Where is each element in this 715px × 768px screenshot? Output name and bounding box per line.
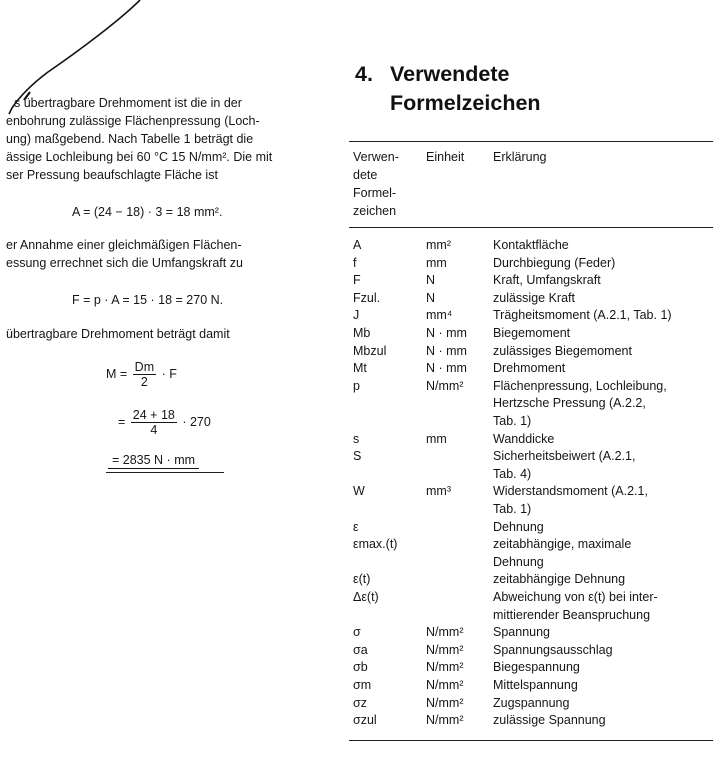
symbol-cell: ε(t) bbox=[353, 572, 371, 587]
symbol-cell: Mt bbox=[353, 361, 367, 376]
symbol-cell: F bbox=[353, 273, 361, 288]
header-symbol-line-3: Formel- bbox=[353, 186, 397, 200]
table-row bbox=[353, 642, 713, 660]
moment-formula-line-2 bbox=[118, 408, 211, 437]
fraction-1-denominator: 2 bbox=[140, 375, 148, 389]
unit-cell: mm⁴ bbox=[426, 308, 453, 323]
moment-result bbox=[108, 453, 199, 467]
section-number: 4. bbox=[355, 62, 373, 86]
table-top-rule bbox=[349, 141, 713, 142]
unit-cell: N bbox=[426, 273, 436, 288]
explanation-cell: Wanddicke bbox=[493, 431, 555, 446]
paragraph-1-line-5: ser Pressung beaufschlagte Fläche ist bbox=[6, 168, 218, 182]
unit-cell: N · mm bbox=[426, 361, 467, 376]
symbol-cell: s bbox=[353, 431, 360, 446]
explanation-cell: Drehmoment bbox=[493, 361, 566, 376]
table-row bbox=[353, 571, 713, 589]
explanation-cell: Abweichung von ε(t) bei inter- bbox=[493, 590, 658, 604]
unit-cell: N/mm² bbox=[426, 695, 464, 710]
symbol-cell: Mb bbox=[353, 326, 371, 340]
explanation-cell: Zugspannung bbox=[493, 695, 570, 710]
table-row bbox=[353, 237, 713, 255]
unit-cell: mm bbox=[426, 431, 447, 446]
unit-cell: mm³ bbox=[426, 484, 451, 499]
unit-cell: mm bbox=[426, 255, 447, 270]
explanation-cell: Biegemoment bbox=[493, 326, 571, 340]
table-row-continuation bbox=[353, 554, 713, 572]
explanation-cell: Hertzsche Pressung (A.2.2, bbox=[493, 396, 646, 411]
explanation-cell: Widerstandsmoment (A.2.1, bbox=[493, 484, 648, 499]
table-row-continuation bbox=[353, 607, 713, 625]
table-row bbox=[353, 483, 713, 501]
explanation-cell: Spannung bbox=[493, 625, 551, 640]
symbol-cell: W bbox=[353, 484, 365, 499]
symbol-cell: f bbox=[353, 255, 357, 270]
explanation-cell: zulässiges Biegemoment bbox=[493, 343, 632, 358]
table-row bbox=[353, 677, 713, 695]
moment-fraction-2 bbox=[131, 408, 177, 437]
explanation-cell: Flächenpressung, Lochleibung, bbox=[493, 378, 667, 393]
explanation-cell: zeitabhängige, maximale bbox=[493, 537, 632, 552]
explanation-cell: zulässige Spannung bbox=[493, 713, 606, 728]
moment-equals-2: = bbox=[118, 414, 126, 429]
explanation-cell: mittierender Beanspruchung bbox=[493, 607, 651, 622]
table-header-rule bbox=[349, 227, 713, 228]
header-symbol-line-4: zeichen bbox=[353, 204, 397, 218]
symbol-cell: σm bbox=[353, 678, 372, 692]
table-row bbox=[353, 360, 713, 378]
moment-tail-2: · 270 bbox=[182, 414, 211, 429]
fraction-1-numerator: Dm bbox=[134, 360, 155, 374]
paragraph-1-line-1: s übertragbare Drehmoment ist die in der bbox=[14, 96, 242, 110]
moment-lhs: M = bbox=[106, 366, 128, 381]
paragraph-1-line-3: ung) maßgebend. Nach Tabelle 1 beträgt die bbox=[6, 132, 254, 146]
symbol-cell: εmax.(t) bbox=[353, 537, 398, 552]
table-row bbox=[353, 272, 713, 290]
formula-area: A = (24 − 18) · 3 = 18 mm². bbox=[72, 205, 223, 219]
moment-result-value: = 2835 N · mm bbox=[108, 453, 199, 469]
table-row bbox=[353, 448, 713, 466]
table-row-continuation bbox=[353, 466, 713, 484]
explanation-cell: Mittelspannung bbox=[493, 678, 578, 692]
explanation-cell: Tab. 4) bbox=[493, 466, 532, 481]
header-symbol-line-1: Verwen- bbox=[353, 150, 399, 164]
table-row bbox=[353, 307, 713, 325]
explanation-cell: Kraft, Umfangskraft bbox=[493, 273, 601, 288]
table-row bbox=[353, 695, 713, 713]
formula-force: F = p · A = 15 · 18 = 270 N. bbox=[72, 293, 224, 307]
header-symbol-line-2: dete bbox=[353, 168, 378, 182]
table-row bbox=[353, 519, 713, 537]
section-title-line-2: Formelzeichen bbox=[390, 91, 541, 115]
unit-cell: N/mm² bbox=[426, 642, 464, 657]
table-row bbox=[353, 589, 713, 607]
explanation-cell: Tab. 1) bbox=[493, 502, 532, 516]
explanation-cell: Dehnung bbox=[493, 519, 544, 534]
table-row bbox=[353, 290, 713, 308]
table-row bbox=[353, 378, 713, 396]
fraction-2-numerator: 24 + 18 bbox=[132, 408, 175, 422]
symbol-cell: A bbox=[353, 238, 362, 252]
header-explanation: Erklärung bbox=[493, 150, 547, 164]
unit-cell: N/mm² bbox=[426, 625, 464, 640]
table-row-continuation bbox=[353, 413, 713, 431]
table-row bbox=[353, 255, 713, 273]
symbol-cell: σz bbox=[353, 695, 367, 710]
symbol-cell: σ bbox=[353, 625, 361, 640]
unit-cell: N/mm² bbox=[426, 378, 464, 393]
unit-cell: N bbox=[426, 290, 436, 305]
explanation-cell: Trägheitsmoment (A.2.1, Tab. 1) bbox=[493, 308, 672, 323]
unit-cell: N · mm bbox=[426, 343, 467, 358]
symbol-cell: J bbox=[353, 308, 360, 323]
explanation-cell: Tab. 1) bbox=[493, 414, 532, 428]
table-row bbox=[353, 659, 713, 677]
symbol-cell: σb bbox=[353, 660, 368, 675]
explanation-cell: Durchbiegung (Feder) bbox=[493, 255, 616, 270]
moment-fraction-1 bbox=[133, 360, 156, 389]
unit-cell: N · mm bbox=[426, 326, 467, 340]
unit-cell: N/mm² bbox=[426, 678, 464, 692]
unit-cell: N/mm² bbox=[426, 660, 464, 675]
header-unit: Einheit bbox=[426, 150, 465, 164]
moment-tail-1: · F bbox=[161, 366, 177, 381]
explanation-cell: Dehnung bbox=[493, 554, 544, 569]
explanation-cell: Biegespannung bbox=[493, 660, 580, 675]
table-row bbox=[353, 624, 713, 642]
symbol-cell: σzul bbox=[353, 713, 377, 728]
symbol-cell: ε bbox=[353, 519, 359, 534]
explanation-cell: Kontaktfläche bbox=[493, 238, 569, 252]
paragraph-3: übertragbare Drehmoment beträgt damit bbox=[6, 327, 230, 341]
symbol-cell: Δε(t) bbox=[353, 590, 379, 604]
explanation-cell: zulässige Kraft bbox=[493, 290, 575, 305]
paragraph-2-line-1: er Annahme einer gleichmäßigen Flächen- bbox=[6, 238, 242, 252]
paragraph-1-line-4: ässige Lochleibung bei 60 °C 15 N/mm². Die mit bbox=[6, 150, 273, 164]
symbol-cell: S bbox=[353, 449, 362, 464]
unit-cell: mm² bbox=[426, 238, 451, 252]
table-bottom-rule bbox=[349, 740, 713, 741]
symbol-cell: σa bbox=[353, 642, 368, 657]
table-row bbox=[353, 325, 713, 343]
table-row bbox=[353, 712, 713, 730]
paragraph-2-line-2: essung errechnet sich die Umfangskraft zu bbox=[6, 256, 243, 270]
moment-result-double-underline bbox=[106, 472, 224, 473]
explanation-cell: Sicherheitsbeiwert (A.2.1, bbox=[493, 449, 636, 464]
section-title-line-1: Verwendete bbox=[390, 62, 510, 86]
table-row bbox=[353, 431, 713, 449]
fraction-2-denominator: 4 bbox=[150, 423, 158, 437]
unit-cell: N/mm² bbox=[426, 713, 464, 728]
table-row bbox=[353, 343, 713, 361]
symbol-cell: Mbzul bbox=[353, 343, 387, 358]
table-row-continuation bbox=[353, 395, 713, 413]
moment-formula-line-1 bbox=[106, 360, 177, 389]
explanation-cell: Spannungsausschlag bbox=[493, 642, 613, 657]
symbol-cell: p bbox=[353, 378, 360, 393]
paragraph-1-line-2: enbohrung zulässige Flächenpressung (Loch- bbox=[6, 114, 260, 128]
table-row bbox=[353, 536, 713, 554]
explanation-cell: zeitabhängige Dehnung bbox=[493, 572, 626, 587]
symbol-cell: Fzul. bbox=[353, 290, 381, 305]
table-row-continuation bbox=[353, 501, 713, 519]
